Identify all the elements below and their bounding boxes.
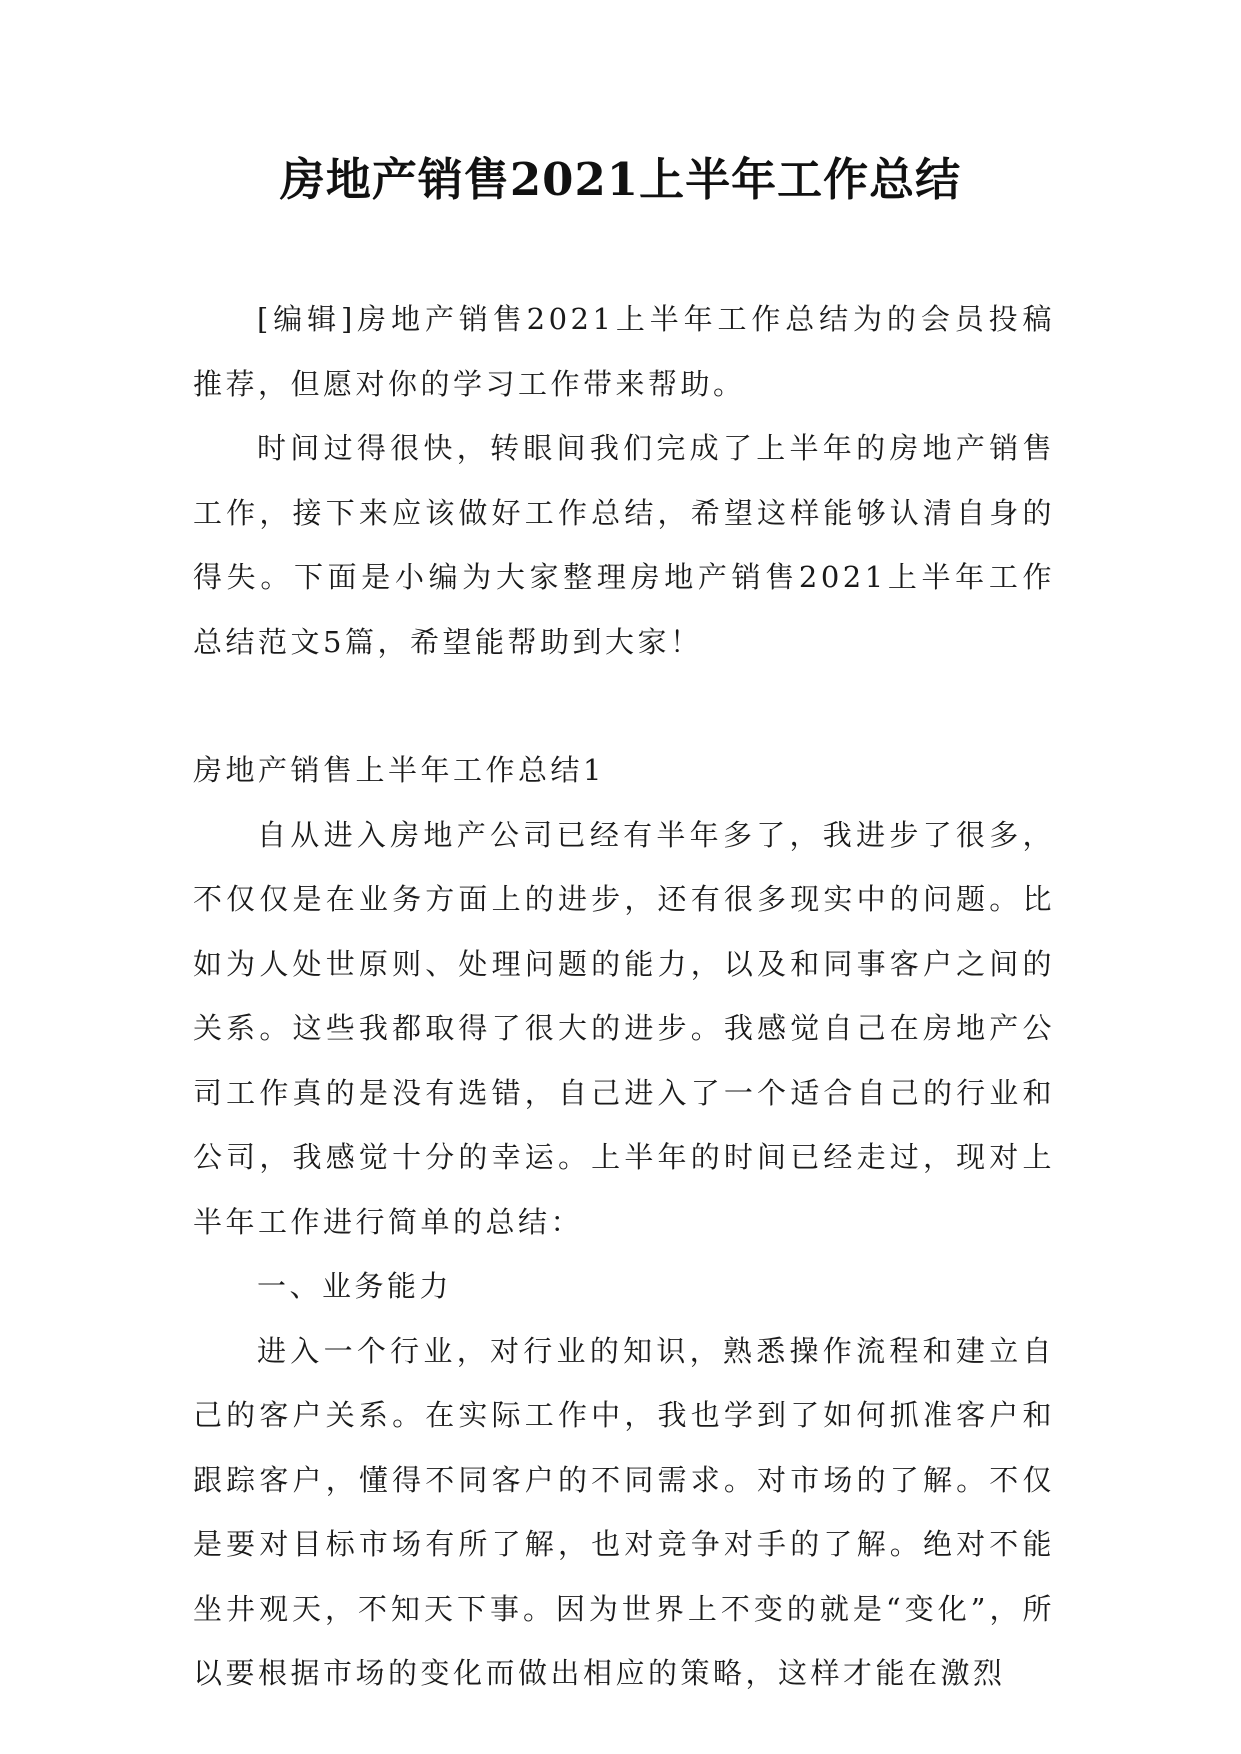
section-title: 房地产销售上半年工作总结1 [193, 753, 605, 787]
paragraph-spacer [193, 674, 1055, 738]
preface-paragraph: 时间过得很快，转眼间我们完成了上半年的房地产销售工作，接下来应该做好工作总结，希望这样能够认清自身的得失。下面是小编为大家整理房地产销售2021上半年工作总结范文5篇，希望能帮助到大家！ [193, 431, 1055, 659]
document-title: 房地产销售2021上半年工作总结 [279, 153, 962, 206]
section-paragraph-2: 进入一个行业，对行业的知识，熟悉操作流程和建立自己的客户关系。在实际工作中，我也学到了如何抓准客户和跟踪客户，懂得不同客户的不同需求。对市场的了解。不仅是要对目标市场有所了解，也对竞争对手的了解。绝对不能坐井观天，不知天下事。因为世界上不变的就是“变化”，所以要根据市场的变化而做出相应的策略，这样才能在激烈 [193, 1333, 1055, 1690]
intro-paragraph: [编辑]房地产销售2021上半年工作总结为的会员投稿推荐，但愿对你的学习工作带来帮助。 [193, 302, 1055, 401]
section-heading-business-ability: 一、业务能力 [257, 1269, 453, 1303]
section-paragraph-1: 自从进入房地产公司已经有半年多了，我进步了很多，不仅仅是在业务方面上的进步，还有很多现实中的问题。比如为人处世原则、处理问题的能力，以及和同事客户之间的关系。这些我都取得了很大的进步。我感觉自己在房地产公司工作真的是没有选错，自己进入了一个适合自己的行业和公司，我感觉十分的幸运。上半年的时间已经走过，现对上半年工作进行简单的总结： [193, 817, 1055, 1239]
document-body [193, 287, 1055, 1706]
